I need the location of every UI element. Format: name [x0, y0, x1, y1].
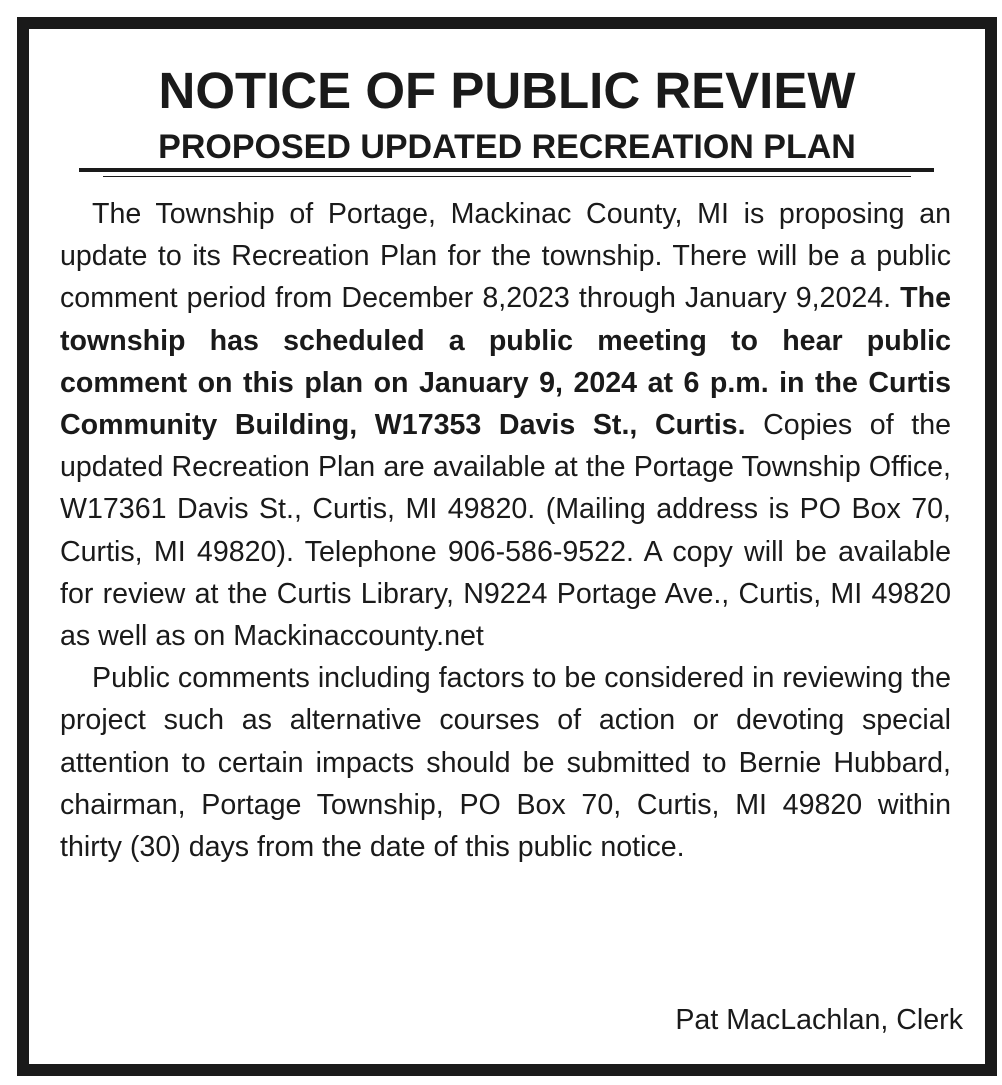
paragraph-1-intro: The Township of Portage, Mackinac County, MI is proposing an update to its Recreation Plan for the township. There will be a public comment period from December 8,2023 through January 9,2024. — [60, 198, 951, 315]
notice-frame — [17, 17, 997, 1076]
title-underline-thick — [79, 168, 934, 172]
notice-paragraph-2: Public comments including factors to be considered in reviewing the project such as alternative courses of action or devoting special attention to certain impacts should be submitted to Bernie Hubbard, chairman, Portage Township, PO Box 70, Curtis, MI 49820 within thirty (30) days from the date of this public notice. — [60, 662, 951, 864]
clerk-signature: Pat MacLachlan, Clerk — [675, 1004, 963, 1036]
notice-title: NOTICE OF PUBLIC REVIEW — [158, 62, 856, 119]
meeting-details: The township has scheduled a public meeting to hear public comment on this plan on January 9, 2024 at 6 p.m. in the Curtis Community Building, W17353 Davis St., Curtis. — [60, 282, 951, 442]
notice-body — [60, 193, 951, 868]
paragraph-1-rest: Copies of the updated Recreation Plan are available at the Portage Township Office, W17361 Davis St., Curtis, MI 49820. (Mailing address is PO Box 70, Curtis, MI 49820). Telephone 906-586-9522. A copy will be available for review at the Curtis Library, N9224 Portage Ave., Curtis, MI 49820 as well as on Mackinaccounty.net — [60, 409, 952, 653]
notice-subtitle: PROPOSED UPDATED RECREATION PLAN — [158, 128, 856, 166]
title-underline-thin — [103, 176, 911, 177]
notice-paragraph-1 — [60, 193, 951, 657]
